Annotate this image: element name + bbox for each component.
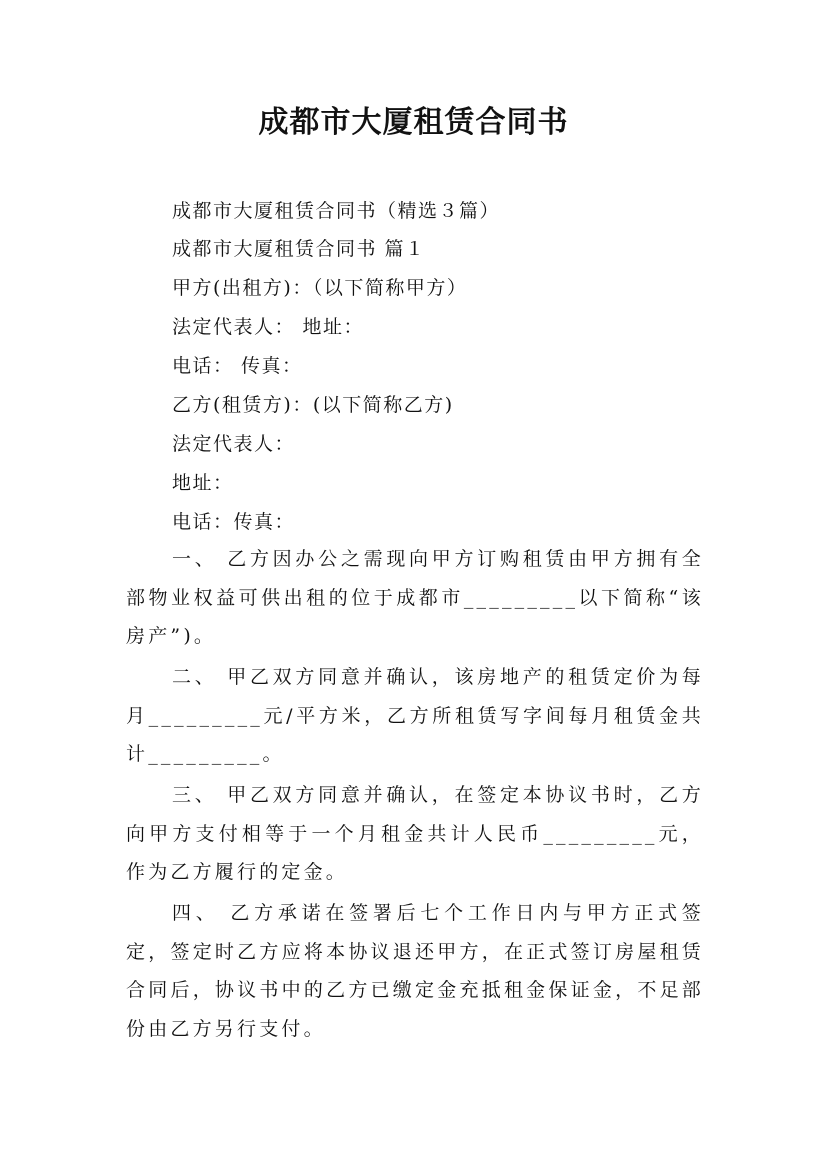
clause-2: 二、 甲乙双方同意并确认，该房地产的租赁定价为每月_________元/平方米，乙方所租赁写字间每月租赁金共计_________。: [126, 666, 704, 765]
subtitle-line: 成都市大厦租赁合同书（精选３篇）: [172, 200, 501, 222]
party-a-representative-address: 法定代表人： 地址：: [172, 316, 365, 338]
party-b-address: 地址：: [172, 472, 234, 494]
section-heading: 成都市大厦租赁合同书 篇１: [172, 238, 426, 260]
party-b-phone-fax: 电话：传真：: [172, 511, 296, 533]
clause-4: 四、 乙方承诺在签署后七个工作日内与甲方正式签定，签定时乙方应将本协议退还甲方，在正式签订房屋租赁合同后，协议书中的乙方已缴定金充抵租金保证金，不足部份由乙方另行支付。: [126, 902, 704, 1040]
party-b-representative: 法定代表人：: [172, 433, 296, 455]
clause-1: 一、 乙方因办公之需现向甲方订购租赁由甲方拥有全部物业权益可供出租的位于成都市_________以下简称“该房产”)。: [126, 548, 704, 647]
party-a-phone-fax: 电话： 传真：: [172, 355, 303, 377]
document-title: 成都市大厦租赁合同书: [258, 105, 569, 140]
party-a-line: 甲方(出租方)：（以下简称甲方）: [172, 277, 468, 299]
party-b-line: 乙方(租赁方)：(以下简称乙方): [172, 394, 454, 416]
clause-3: 三、 甲乙双方同意并确认，在签定本协议书时，乙方向甲方支付相等于一个月租金共计人民币_________元，作为乙方履行的定金。: [126, 784, 704, 883]
